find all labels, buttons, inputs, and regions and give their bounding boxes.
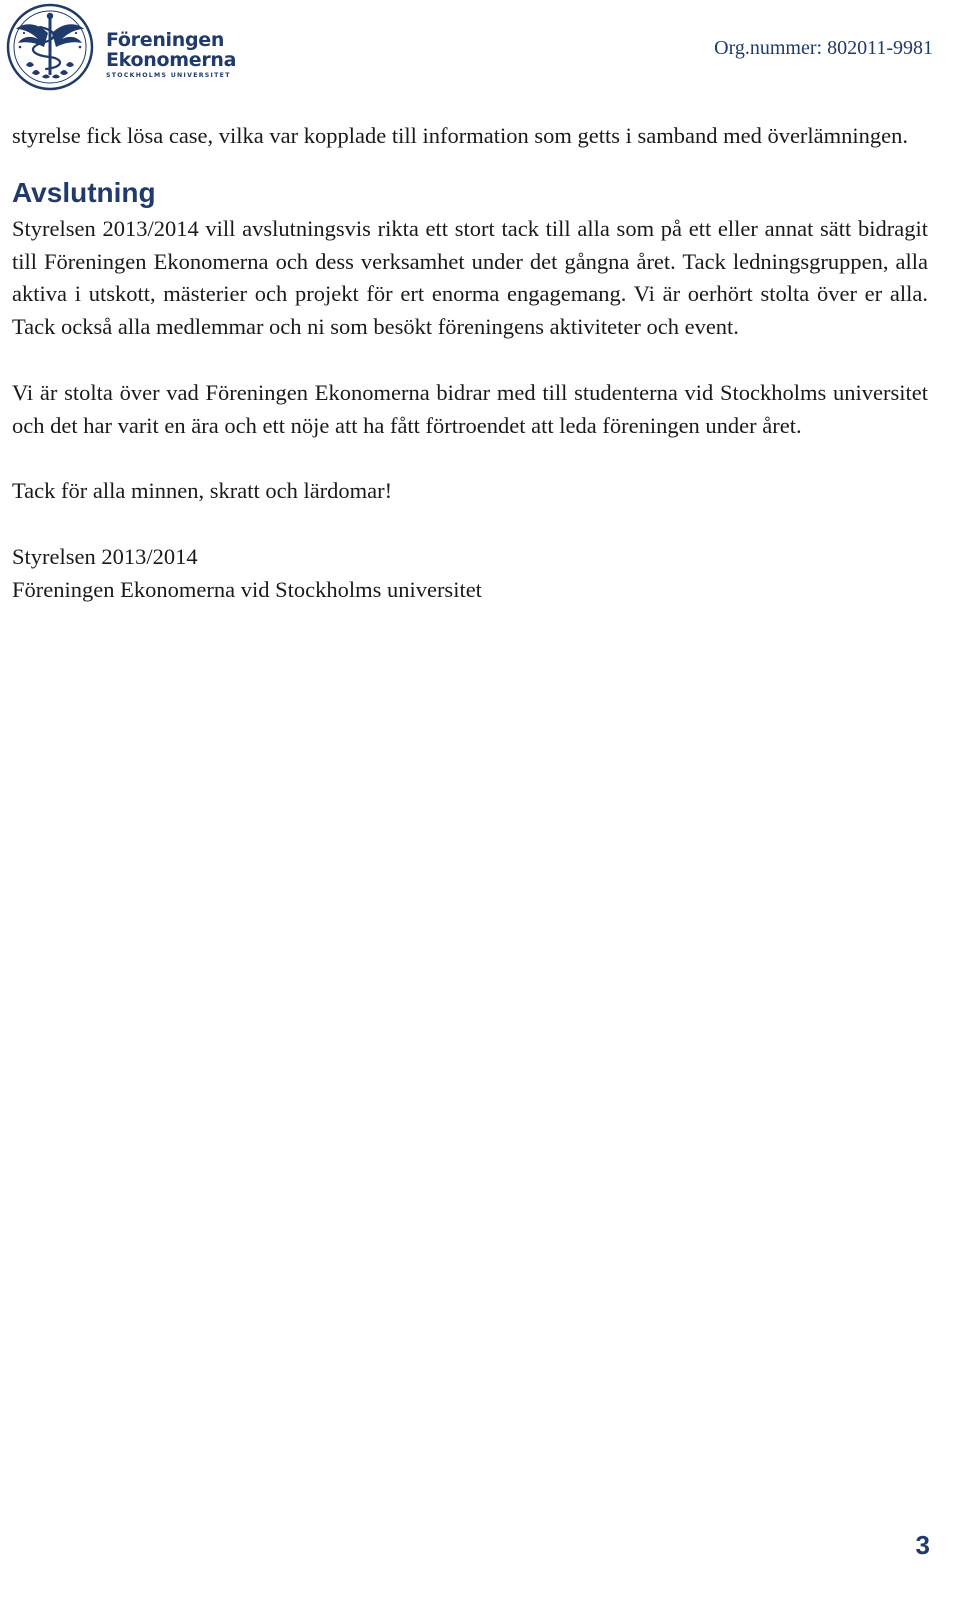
organization-logo [6,3,237,93]
logo-line-2: Ekonomerna [106,49,237,71]
intro-paragraph: styrelse fick lösa case, vilka var kopplade till information som getts i samband med överlämningen. [12,123,909,148]
page-number: 3 [915,1530,930,1560]
page-header [0,0,960,100]
emblem-icon [6,3,96,93]
signature-organization: Föreningen Ekonomerna vid Stockholms universitet [12,576,482,602]
org-number: Org.nummer: 802011-9981 [714,37,933,59]
paragraph-closing: Tack för alla minnen, skratt och lärdomar! [12,478,393,504]
paragraph-pride: Vi är stolta över vad Föreningen Ekonomerna bidrar med till studenterna vid Stockholms universitet och det har varit en ära och ett nöje att ha fått förtroendet att leda föreningen under året. [12,379,928,438]
document-body [12,120,928,606]
section-heading: Avslutning [12,176,156,208]
logo-line-1: Föreningen [106,29,225,51]
logo-line-3: STOCKHOLMS UNIVERSITET [106,72,231,79]
logo-wordmark [106,31,236,79]
paragraph-thanks: Styrelsen 2013/2014 vill avslutningsvis rikta ett stort tack till alla som på ett eller annat sätt bidragit till Föreningen Ekonomerna och dess verksamhet under det gångna året. Tack ledningsgruppen, alla aktiva i utskott, mästerier och projekt för ert enorma engagemang. Vi är oerhört stolta över er alla. Tack också alla medlemmar och ni som besökt föreningens aktiviteter och event. [12,215,928,340]
signature-board: Styrelsen 2013/2014 [12,543,198,569]
